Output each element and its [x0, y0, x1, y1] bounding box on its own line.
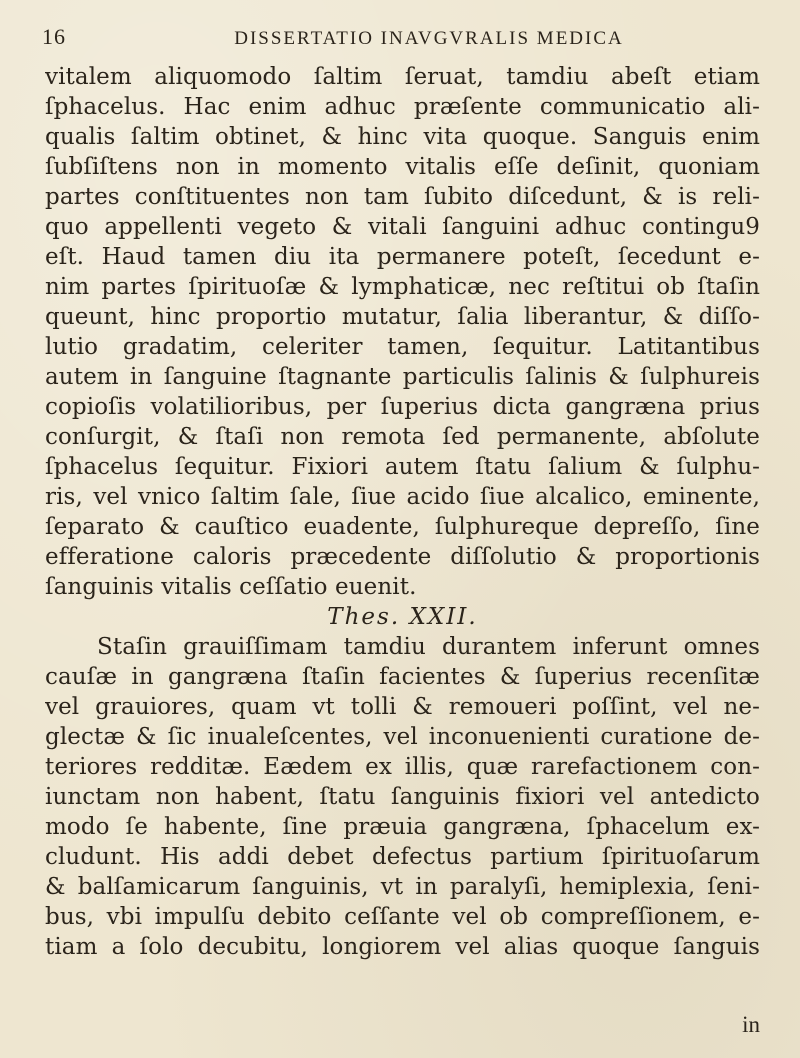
- text-line: conſurgit, & ſtaſi non remota ſed permanente, abſolute: [45, 424, 760, 450]
- text-line: quo appellenti vegeto & vitali ſanguini adhuc contingu9: [45, 214, 760, 240]
- text-line: glectæ & ſic inualeſcentes, vel inconuenienti curatione de-: [45, 724, 760, 750]
- text-line: nim partes ſpirituoſæ & lymphaticæ, nec reſtitui ob ſtaſin: [45, 274, 760, 300]
- text-line: queunt, hinc proportio mutatur, ſalia liberantur, & diſſo-: [45, 304, 760, 330]
- text-line: partes conſtituentes non tam ſubito diſcedunt, & is reli-: [45, 184, 760, 210]
- text-line: ſphacelus. Hac enim adhuc præſente communicatio ali-: [45, 94, 760, 120]
- text-line: bus, vbi impulſu debito ceſſante vel ob compreſſionem, e-: [45, 904, 760, 930]
- text-line: vel grauiores, quam vt tolli & remoueri poſſint, vel ne-: [45, 694, 760, 720]
- text-line: iunctam non habent, ſtatu ſanguinis fixiori vel antedicto: [45, 784, 760, 810]
- page-number: 16: [42, 24, 66, 49]
- text-line: teriores redditæ. Eædem ex illis, quæ rarefactionem con-: [45, 754, 760, 780]
- text-line: ſphacelus ſequitur. Fixiori autem ſtatu ſalium & ſulphu-: [45, 454, 760, 480]
- text-line: autem in ſanguine ſtagnante particulis ſalinis & ſulphureis: [45, 364, 760, 390]
- text-line: Staſin grauiſſimam tamdiu durantem inferunt omnes: [97, 634, 760, 660]
- body-text: [45, 62, 760, 962]
- running-head: DISSERTATIO INAVGVRALIS MEDICA: [234, 28, 624, 49]
- text-line: cludunt. His addi debet defectus partium ſpirituoſarum: [45, 844, 760, 870]
- text-line: & balſamicarum ſanguinis, vt in paralyſi, hemiplexia, ſeni-: [45, 874, 760, 900]
- catchword: in: [742, 1012, 760, 1037]
- text-line: ſanguinis vitalis ceſſatio euenit.: [45, 574, 417, 600]
- text-line: ſubſiſtens non in momento vitalis eſſe deſinit, quoniam: [45, 154, 760, 180]
- text-line: copioſis volatilioribus, per ſuperius dicta gangræna prius: [45, 394, 760, 420]
- text-line: vitalem aliquomodo ſaltim ſeruat, tamdiu abeſt etiam: [45, 64, 760, 90]
- text-line: cauſæ in gangræna ſtaſin facientes & ſuperius recenſitæ: [45, 664, 760, 690]
- page-header: [40, 18, 760, 52]
- text-line: ris, vel vnico ſaltim ſale, ſiue acido ſiue alcalico, eminente,: [45, 484, 760, 510]
- text-line: lutio gradatim, celeriter tamen, ſequitur. Latitantibus: [45, 334, 760, 360]
- section-heading: Thes. XXII.: [327, 604, 478, 630]
- text-line: tiam a ſolo decubitu, longiorem vel alias quoque ſanguis: [45, 934, 760, 960]
- text-line: qualis ſaltim obtinet, & hinc vita quoque. Sanguis enim: [45, 124, 760, 150]
- text-line: eſt. Haud tamen diu ita permanere poteſt, ſecedunt e-: [45, 244, 760, 270]
- text-line: efferatione caloris præcedente diſſolutio & proportionis: [45, 544, 760, 570]
- text-line: modo ſe habente, ſine præuia gangræna, ſphacelum ex-: [45, 814, 760, 840]
- text-line: ſeparato & cauſtico euadente, ſulphureque depreſſo, ſine: [45, 514, 760, 540]
